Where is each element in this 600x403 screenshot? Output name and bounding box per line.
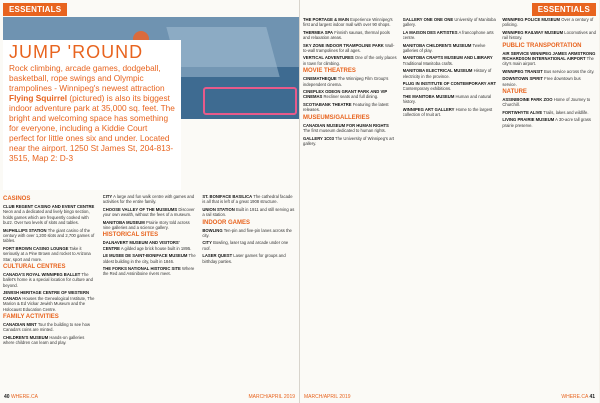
listing-name: GALLERY ONE ONE ONE	[402, 17, 454, 22]
listing-name: CANADA'S ROYAL WINNIPEG BALLET	[3, 272, 81, 278]
listing-name: CHILDREN'S MUSEUM	[3, 334, 49, 340]
listing-name: LASER QUEST	[202, 253, 233, 259]
listing-name: WINNIPEG POLICE MUSEUM	[502, 17, 561, 22]
listing-entry	[502, 30, 596, 41]
footer-issue: MARCH/APRIL 2019	[248, 394, 295, 400]
listing-text: A 30-acre tall grass prairie preserve.	[502, 117, 592, 128]
listing-text: Where the Red and Assiniboine rivers meet.	[102, 266, 195, 277]
listing-entry	[502, 51, 596, 67]
listing-text: Experience Winnipeg's first and largest indoor mall with over 90 shops.	[303, 17, 393, 28]
listing-entry	[502, 110, 596, 115]
listing-text: Featuring the latest releases.	[303, 101, 389, 113]
listing-entry	[103, 207, 197, 218]
listing-name: THE MANITOBA MUSEUM	[402, 93, 455, 99]
listing-entry	[103, 240, 197, 251]
listing-entry	[303, 102, 397, 113]
listing-name: WINNIPEG ART GALLERY	[402, 106, 455, 112]
listing-text: Hands-on galleries where children can learn and play.	[3, 334, 85, 346]
listing-entry	[502, 69, 596, 74]
page-footer	[304, 394, 595, 400]
listing-text: Trails, lakes and wildlife.	[543, 109, 589, 115]
listing-name: MANITOBA MUSEUM	[102, 219, 145, 225]
listing-entry	[303, 30, 397, 41]
category-heading: NATURE	[502, 89, 527, 96]
right-columns	[303, 17, 596, 390]
listing-text: The first museum dedicated to human rights.	[303, 128, 386, 134]
listing-entry	[502, 97, 596, 108]
feature-callout	[3, 40, 181, 190]
listing-entry	[403, 68, 497, 79]
listing-name: LE MUSEE DE SAINT-BONIFACE MUSEUM	[102, 253, 188, 259]
listing-entry	[303, 89, 397, 100]
listing-text: Free downtown bus service.	[502, 76, 581, 87]
listing-name: CHOOSE VALLEY OF THE MUSEUMS	[102, 206, 178, 212]
listing-text: History of electricity in the province.	[402, 68, 492, 79]
listing-entry	[403, 55, 497, 66]
listing-text: The Winnipeg Film Group's independent cinema.	[303, 76, 389, 87]
listing-entry	[502, 117, 596, 128]
listing-name: WINNIPEG TRANSIT	[502, 68, 543, 74]
listing-entry	[3, 335, 97, 346]
listing-name: LIVING PRAIRIE MUSEUM	[502, 117, 555, 123]
listing-entry	[303, 17, 397, 28]
listing-text: Neon and a dedicated and lively bingo section, holds games which are frequently cooked with buzz. Over two levels of slots and tables.	[3, 209, 90, 226]
listing-text: Tour the building to see how Canada's coins are minted.	[3, 321, 90, 333]
feature-body-after: (pictured) is also its biggest indoor adventure park at 35,000 sq. feet. The bright and welcoming space has something for everyone, including a Kiddie Court perfect for little ones six and under. Located near the airport. 1250 St James St, 204-813-3515, Map 2: D-3	[9, 93, 175, 163]
listing-name: McPHILLIPS STATION	[3, 227, 47, 233]
page-number: 41	[589, 394, 595, 400]
listing-name: THE FORKS NATIONAL HISTORIC SITE	[102, 266, 181, 272]
listing-text: The city's main airport.	[502, 56, 594, 67]
listing-name: GALLERY 1C03	[303, 135, 334, 141]
listing-entry	[403, 94, 497, 105]
listing-name: MANITOBA CRAFTS MUSEUM AND LIBRARY	[402, 55, 493, 61]
listing-text: Twelve galleries of play.	[402, 42, 486, 54]
left-col-2	[103, 194, 197, 390]
listing-text: Recliner seats and full dining.	[323, 94, 379, 100]
listing-entry	[3, 204, 97, 226]
listing-text: A gilded age brick house built in 1895.	[120, 245, 192, 251]
listing-entry	[303, 43, 397, 54]
footer-site: WHERE.CA	[10, 394, 38, 400]
category-heading: PUBLIC TRANSPORTATION	[502, 42, 582, 49]
listing-name: PLUG IN INSTITUTE OF CONTEMPORARY ART	[402, 81, 497, 87]
listing-name: FORT BROWN CASINO LOUNGE	[3, 245, 69, 251]
listing-name: DOWNTOWN SPIRIT	[502, 76, 543, 82]
section-label: ESSENTIALS	[532, 3, 596, 16]
listing-text: Laser games for groups and birthday parties.	[202, 253, 286, 264]
feature-venue-name: Flying Squirrel	[9, 93, 68, 103]
listing-entry	[502, 76, 596, 87]
hero-wall-2	[166, 27, 279, 77]
listing-text: The University of Winnipeg's art gallery.	[303, 135, 395, 146]
listing-text: Bus service across the city.	[544, 68, 595, 74]
listing-entry	[3, 290, 97, 312]
listing-name: LA MAISON DES ARTISTES	[402, 29, 458, 35]
listing-entry	[403, 43, 497, 54]
listing-entry	[3, 228, 97, 244]
listing-name: CITY	[202, 240, 212, 246]
listing-entry	[202, 240, 296, 251]
listing-entry	[403, 30, 497, 41]
listing-name: CITY	[102, 194, 113, 199]
hero-trampoline-2	[203, 87, 297, 115]
footer-site: WHERE.CA	[561, 394, 589, 400]
footer-issue: MARCH/APRIL 2019	[304, 394, 351, 400]
category-heading: MOVIE THEATRES	[303, 68, 356, 75]
listing-text: Locomotives and rail history.	[502, 29, 596, 41]
listing-name: MANITOBA ELECTRICAL MUSEUM	[402, 68, 473, 74]
listing-name: CINEMATHEQUE	[303, 76, 337, 82]
listing-entry	[3, 246, 97, 262]
listing-name: CLUB REGENT CASINO AND EVENT CENTRE	[3, 204, 95, 209]
listing-entry	[3, 272, 97, 288]
right-col-3	[502, 17, 596, 390]
listing-entry	[103, 220, 197, 231]
listing-name: FORTWHYTE ALIVE	[502, 109, 543, 115]
listing-text: The giant casino of the century with over 1,200 slots and 2,700 games of tables.	[3, 227, 95, 244]
listing-text: University of Manitoba gallery.	[402, 17, 496, 28]
listing-entry	[202, 253, 296, 264]
listing-entry	[502, 17, 596, 28]
listing-name: DALNAVERT MUSEUM AND VISITORS' CENTRE	[102, 240, 180, 251]
listing-text: A large and fun walk centre with games and activities for the entire family.	[102, 194, 195, 205]
category-heading: HISTORICAL SITES	[102, 232, 159, 239]
category-heading: FAMILY ACTIVITIES	[3, 313, 59, 320]
listing-entry	[303, 76, 397, 87]
listing-text: Contemporary exhibitions.	[402, 86, 452, 92]
listing-text: Prairie story told across nine galleries and a science gallery.	[102, 219, 190, 231]
page-number: 40	[4, 394, 10, 400]
listing-name: CINEPLEX ODEON GRANT PARK AND VIP CINEMAS	[303, 89, 388, 100]
section-label: ESSENTIALS	[3, 3, 67, 16]
left-columns	[3, 194, 296, 390]
listing-name: JEWISH HERITAGE CENTRE OF WESTERN CANADA	[3, 290, 90, 301]
listing-name: UNION STATION	[202, 206, 235, 212]
listing-text: Wall-to-wall trampolines for all ages.	[303, 42, 395, 54]
listing-name: SCOTIABANK THEATRE	[303, 101, 352, 107]
listing-name: CANADIAN MINT	[3, 321, 37, 327]
category-heading: CASINOS	[3, 196, 31, 202]
listing-entry	[303, 55, 397, 66]
listing-entry	[103, 253, 197, 264]
listing-entry	[103, 266, 197, 277]
listing-name: MANITOBA CHILDREN'S MUSEUM	[402, 42, 472, 48]
listing-name: THERMEA SPA	[303, 29, 334, 35]
listing-entry	[202, 207, 296, 218]
listing-text: Human and natural history.	[402, 93, 492, 105]
listing-entry	[403, 107, 497, 118]
left-col-1	[3, 194, 97, 390]
listing-text: Houses the Genealogical Institute, The Marion & Ed Vickar Jewish Museum and the Holocaust Education Centre.	[3, 295, 95, 312]
listing-entry	[103, 194, 197, 205]
listing-entry	[303, 123, 397, 134]
listing-name: THE PORTAGE & MAIN	[303, 17, 349, 22]
left-col-3	[202, 194, 296, 390]
listing-entry	[403, 81, 497, 92]
listing-name: SKY ZONE INDOOR TRAMPOLINE PARK	[303, 42, 384, 48]
feature-body-before: Rock climbing, arcade games, dodgeball, basketball, rope swings and Olympic trampolines - Winnipeg's newest attraction	[9, 63, 165, 93]
category-heading: MUSEUMS/GALLERIES	[303, 114, 370, 121]
listing-name: ASSINIBOINE PARK ZOO	[502, 97, 553, 103]
feature-body	[9, 63, 175, 163]
listing-entry	[202, 228, 296, 239]
listing-name: AIR SERVICE WINNIPEG JAMES ARMSTRONG RICHARDSON INTERNATIONAL AIRPORT	[502, 50, 596, 62]
listing-text: Discover your own wealth, without the fees of a museum.	[102, 206, 195, 218]
listing-name: WINNIPEG RAILWAY MUSEUM	[502, 29, 564, 35]
listing-name: CANADIAN MUSEUM FOR HUMAN RIGHTS	[303, 122, 389, 128]
feature-title: JUMP 'ROUND	[9, 42, 144, 62]
listing-text: The oldest building in the city, built in 1846.	[102, 253, 196, 264]
listing-text: Traditional Manitoba crafts.	[402, 60, 454, 66]
category-heading: INDOOR GAMES	[202, 219, 251, 226]
listing-text: Built in 1911 and still serving as a rail station.	[202, 206, 295, 218]
listing-name: BOWLING	[202, 227, 223, 233]
right-page	[300, 0, 599, 403]
listing-text: The cathedral facade is all that is left of a great 1908 structure.	[202, 194, 293, 205]
right-col-1	[303, 17, 397, 390]
listing-text: Finnish saunas, thermal pools and relaxation areas.	[303, 29, 390, 41]
listing-entry	[3, 322, 97, 333]
listing-text: One of the only places in town for climbing.	[303, 55, 397, 66]
listing-entry	[403, 17, 497, 28]
listing-text: A francophone arts centre.	[402, 29, 494, 41]
listing-text: Ten-pin and five-pin lanes across the city.	[202, 227, 292, 239]
right-col-2	[403, 17, 497, 390]
listing-name: ST. BONIFACE BASILICA	[202, 194, 253, 199]
listing-text: Home to the largest collection of Inuit art.	[402, 106, 493, 118]
listing-text: Take it seriously at a Pine Brown and rocket to Arizona Star, sport and more.	[3, 245, 91, 262]
listing-text: Home of Journey to Churchill.	[502, 97, 591, 108]
listing-name: VERTICAL ADVENTURES	[303, 55, 354, 61]
listing-entry	[303, 136, 397, 147]
category-heading: CULTURAL CENTRES	[3, 264, 66, 271]
page-footer	[4, 394, 295, 400]
listing-entry	[202, 194, 296, 205]
listing-text: The ballet's home is a special location for culture and beyond.	[3, 272, 93, 288]
listing-text: Bowling, laser tag and arcade under one roof.	[202, 240, 289, 251]
listing-text: Over a century of policing.	[502, 17, 594, 28]
